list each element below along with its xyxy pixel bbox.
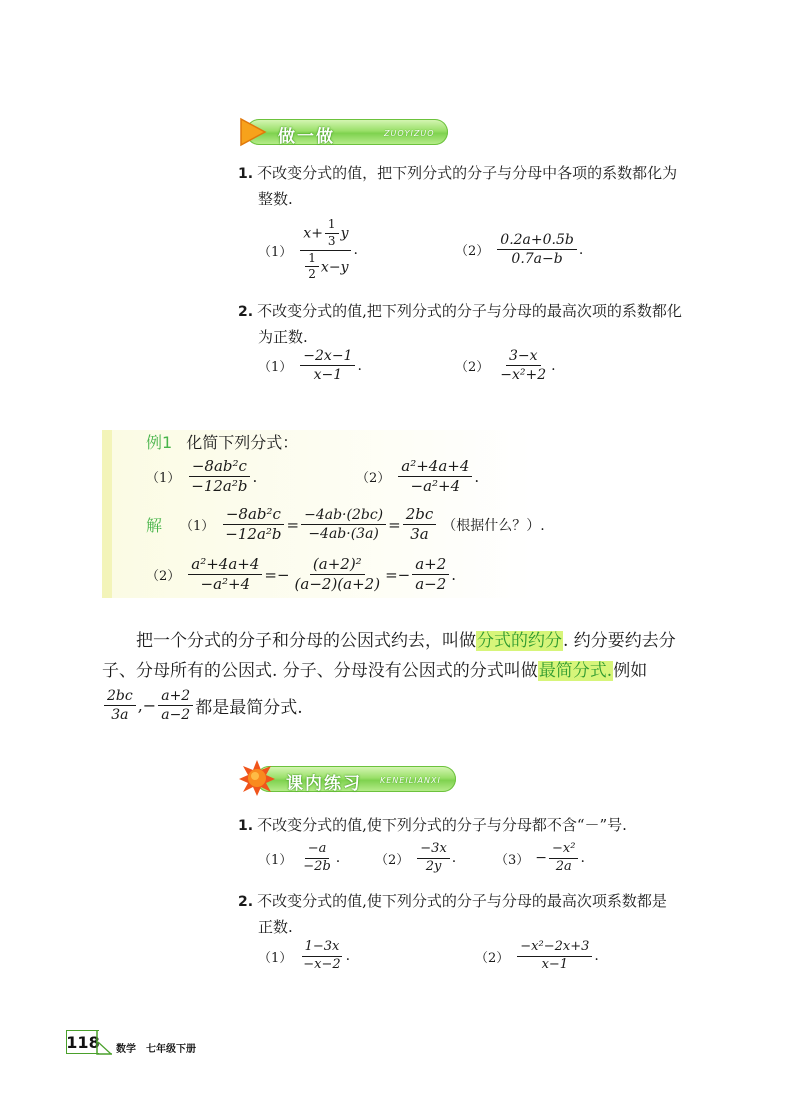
solution-note: （根据什么？）. — [442, 517, 545, 534]
example-item-1: （1） $\frac{\text{−8ab²c}}{\text{−12a²b}}$ . — [146, 457, 258, 496]
exercise-2-item-2: （2） $\frac{3-x}{\text{−x²+2}}$ . — [455, 348, 556, 384]
question-text-cont: 正数. — [258, 918, 293, 936]
definition-examples: $\frac{2bc}{3a}$ ,− $\frac{a+2}{a-2}$ 都是最简分式. — [102, 688, 303, 723]
example-item-2: （2） $\frac{\text{a²+4a+4}}{\text{−a²+4}}$ . — [356, 457, 480, 496]
example-text: 化简下列分式： — [186, 433, 299, 452]
exercise-2 — [238, 298, 708, 325]
question-text-cont: 整数. — [258, 190, 293, 208]
question-number: 1. — [238, 818, 254, 834]
section-pinyin: ZUOYIZUO — [384, 129, 435, 138]
term-simplest-fraction: 最简分式. — [538, 661, 613, 681]
example-title: 例1 — [146, 433, 173, 452]
exercise-1-item-2: （2） $\frac{0.2a+0.5b}{0.7a-b}$ . — [455, 232, 584, 268]
question-number: 1. — [238, 166, 254, 182]
example-heading — [146, 430, 298, 453]
practice-1-item-2: （2） $\frac{-3x}{2y}$ . — [375, 841, 457, 874]
page-number: 118 — [66, 1030, 99, 1054]
play-arrow-icon — [238, 116, 268, 148]
exercise-1-item-1: （1） x+ $\frac{1}{3}$ y $\frac{1}{2}$ x−y . — [258, 217, 358, 282]
question-number: 2. — [238, 894, 254, 910]
question-text: 不改变分式的值,使下列分式的分子与分母的最高次项系数都是 — [257, 892, 667, 910]
page-corner-icon — [96, 1030, 114, 1056]
definition-paragraph: 把一个分式的分子和分母的公因式约去，叫做分式的约分. 约分要约去分子、分母所有的公因式. 分子、分母没有公因式的分式叫做最简分式.例如 — [102, 631, 676, 681]
complex-fraction: x+ $\frac{1}{3}$ y $\frac{1}{2}$ x−y — [300, 218, 351, 282]
exercise-2-item-1: （1） $\frac{-2x-1}{x-1}$ . — [258, 348, 362, 384]
sun-burst-icon — [238, 759, 276, 797]
practice-1 — [238, 812, 708, 839]
term-fraction-reduction: 分式的约分 — [477, 631, 562, 651]
question-text-cont: 为正数. — [258, 328, 308, 346]
practice-2-item-1: （1） $\frac{1-3x}{-x-2}$ . — [258, 939, 351, 972]
practice-1-item-3: （3） − $\frac{\text{−x²}}{2a}$ . — [495, 841, 585, 874]
section-title: 做一做 — [278, 127, 335, 147]
practice-2-item-2: （2） $\frac{\text{−x²−2x+3}}{x-1}$ . — [475, 939, 599, 972]
section-pinyin: KENEILIANXI — [380, 776, 441, 785]
solution-1: 解 （1） $\frac{\text{−8ab²c}}{\text{−12a²b}}$ = $\frac{-4ab\cdot(2bc)}{-4ab\cdot(3a)}$ = $\frac{2bc}{3a}$ （根据什么？）. — [146, 505, 545, 544]
exercise-1 — [238, 160, 708, 187]
book-title: 数学 七年级下册 — [116, 1044, 196, 1055]
question-text: 不改变分式的值，把下列分式的分子与分母中各项的系数都化为 — [257, 164, 678, 182]
solution-2: （2） $\frac{\text{a²+4a+4}}{\text{−a²+4}}$ =− $\frac{\text{(a+2)²}}{(a-2)(a+2)}$ =− $\frac{a+2}{a-2}$ . — [146, 555, 457, 594]
practice-1-item-1: （1） $\frac{-a}{-2b}$ . — [258, 841, 341, 874]
practice-2 — [238, 888, 708, 915]
section-title: 课内练习 — [286, 774, 362, 794]
solution-label: 解 — [146, 516, 163, 536]
example-sidebar — [102, 430, 112, 598]
question-number: 2. — [238, 304, 254, 320]
question-text: 不改变分式的值,把下列分式的分子与分母的最高次项的系数都化 — [257, 302, 682, 320]
question-text: 不改变分式的值,使下列分式的分子与分母都不含“－”号. — [257, 816, 627, 834]
